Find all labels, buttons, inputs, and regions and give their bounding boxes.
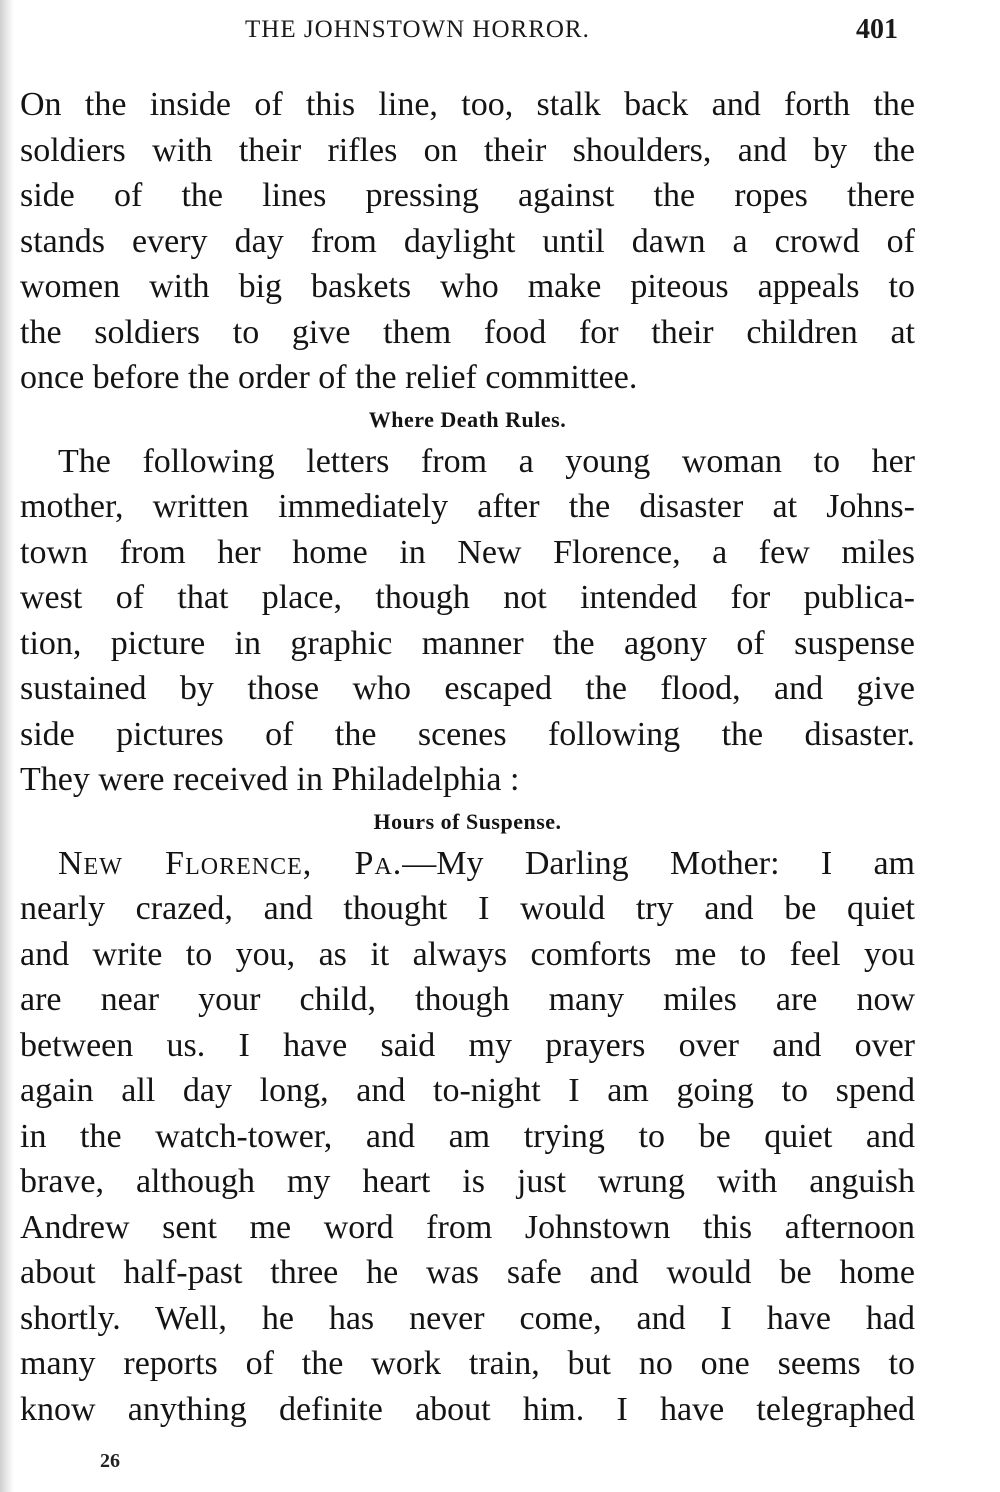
text-line: sustained by those who escaped the flood, and give [20, 670, 915, 707]
letter-place: New Florence, Pa. [58, 844, 403, 882]
text-line: west of that place, though not intended for publica- [20, 579, 915, 616]
text-line: in the watch-tower, and am trying to be quiet and [20, 1117, 915, 1155]
text-line: brave, although my heart is just wrung with anguish [20, 1163, 915, 1200]
text-line: soldiers with their rifles on their shoulders, and by the [20, 131, 915, 169]
text-line: once before the order of the relief committee. [20, 359, 638, 396]
text-line: Andrew sent me word from Johnstown this afternoon [20, 1208, 915, 1246]
text-line: side of the lines pressing against the ropes there [20, 177, 915, 214]
text-line: nearly crazed, and thought I would try and be quiet [20, 890, 915, 927]
letter-salutation: —My Darling Mother: I am [402, 844, 915, 882]
text-line: stands every day from daylight until dawn a crowd of [20, 222, 915, 260]
text-line: tion, picture in graphic manner the agony of suspense [20, 624, 915, 662]
page-edge-shadow [0, 0, 14, 1492]
text-line: They were received in Philadelphia : [20, 761, 520, 798]
text-line: know anything definite about him. I have telegraphed [20, 1390, 915, 1428]
text-line: the soldiers to give them food for their children at [20, 313, 915, 351]
text-line: between us. I have said my prayers over and over [20, 1026, 915, 1064]
page-number: 401 [856, 14, 898, 45]
running-title: THE JOHNSTOWN HORROR. [245, 16, 590, 43]
body-text [20, 82, 915, 1432]
text-line: shortly. Well, he has never come, and I have had [20, 1299, 915, 1337]
text-line: On the inside of this line, too, stalk back and forth the [20, 86, 915, 123]
text-line: The following letters from a young woman to her [58, 442, 915, 480]
text-line: side pictures of the scenes following the disaster. [20, 715, 915, 753]
text-line: are near your child, though many miles are now [20, 981, 915, 1018]
text-line: mother, written immediately after the disaster at Johns- [20, 488, 915, 525]
text-line: about half-past three he was safe and would be home [20, 1254, 915, 1291]
text-line: women with big baskets who make piteous appeals to [20, 268, 915, 305]
section-heading: Where Death Rules. [368, 406, 567, 432]
section-heading: Hours of Suspense. [373, 808, 562, 834]
text-line: again all day long, and to-night I am going to spend [20, 1072, 915, 1109]
text-line: many reports of the work train, but no one seems to [20, 1345, 915, 1382]
text-line: town from her home in New Florence, a few miles [20, 533, 915, 571]
signature-mark: 26 [100, 1450, 120, 1472]
letter-first-line [20, 841, 915, 887]
text-line: and write to you, as it always comforts me to feel you [20, 935, 915, 973]
